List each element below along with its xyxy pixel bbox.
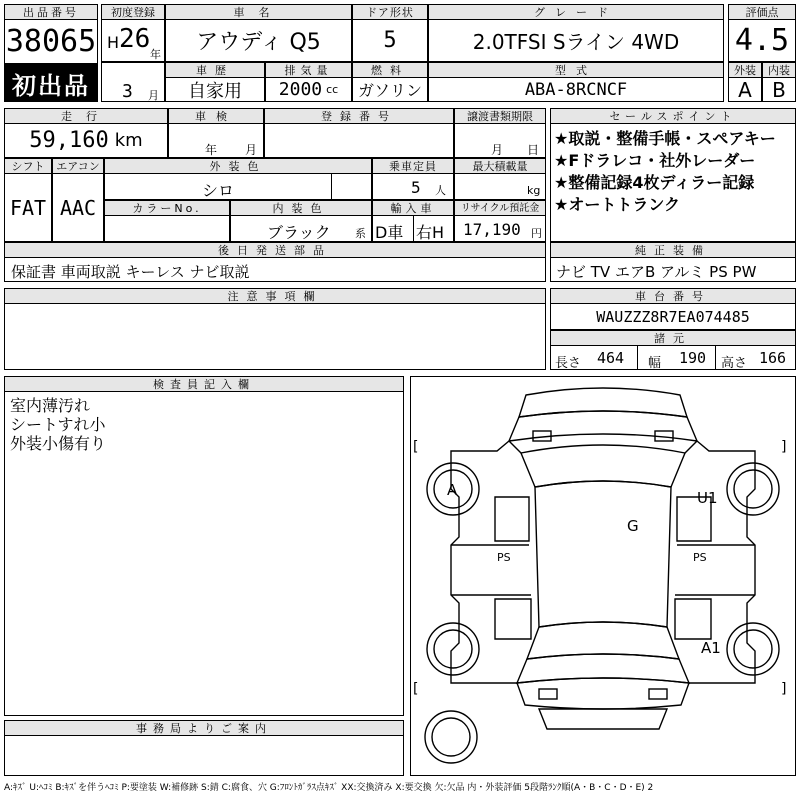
interior-color-label: 内装色 [231,201,371,216]
sales-points-label: セールスポイント [551,109,795,124]
damage-mark-roof: G [627,517,639,535]
fuel: ガソリン [357,81,422,100]
later-items-box [4,242,546,282]
equipment-label: 純正装備 [551,243,795,258]
registration-number-box [264,108,454,158]
office-box [4,720,404,776]
interior-color: ブラック [267,223,331,242]
door-box [352,4,428,62]
legend: A:ｷｽﾞ U:ﾍｺﾐ B:ｷｽﾞを伴うﾍｺﾐ P:要塗装 W:補修跡 S:錆 C:腐食、穴 G:ﾌﾛﾝﾄｶﾞﾗｽ点ｷｽﾞ XX:交換済み X:要交換 欠:欠品 内・外装評価 5段階ﾗﾝｸ順(A・B・C・D・E) 2 [4,783,654,793]
mileage-box [4,108,168,158]
transfer-day-unit: 日 [527,143,540,157]
shift: FAT [9,195,47,220]
displacement-unit: cc [326,83,339,96]
lot-number: 38065 [5,24,97,59]
max-load-label: 最大積載量 [455,159,545,174]
ps-marker: PS [693,551,707,564]
history-label: 車歴 [166,63,264,78]
displacement-box [265,62,352,102]
chassis-number: WAUZZZ8R7EA074485 [596,307,750,326]
specs-label: 諸元 [551,331,795,346]
shift-label: シフト [5,159,51,174]
first-registration-label: 初度登録 [102,5,164,20]
import-type: D車 [375,223,404,242]
interior-color-box [230,200,372,242]
year-unit: 年 [150,48,161,61]
recycle-unit: 円 [531,227,542,240]
later-items: 保証書 車両取説 キーレス ナビ取説 [11,263,250,281]
bracket-marker: ] [781,439,787,455]
recycle-fee: 17,190 [463,220,521,239]
max-load-box [454,158,546,200]
shift-box [4,158,52,242]
displacement-label: 排気量 [266,63,351,78]
interior-grade-label: 内装 [763,63,795,78]
history: 自家用 [188,80,242,102]
aircon: AAC [59,195,97,220]
transfer-month-unit: 月 [491,143,504,157]
grade-label: グレード [429,5,723,20]
history-box [165,62,265,102]
exterior-color-box [104,158,372,200]
era-letter: H [107,33,120,52]
capacity: 5 [411,178,421,197]
import-box [372,200,454,242]
car-name-box [165,4,352,62]
registration-number [265,124,453,157]
height: 166 [759,349,787,367]
equipment: ナビ TV エアB アルミ PS PW [556,263,757,281]
recycle-label: リサイクル預託金 [455,201,545,216]
handle-side: 右H [416,223,445,242]
car-name: アウディ Q5 [196,30,321,55]
exterior-color-label: 外装色 [105,159,371,174]
inspection-month-unit: 月 [245,143,258,157]
fuel-label: 燃料 [353,63,427,78]
month-unit: 月 [148,89,159,102]
color-number-box [104,200,230,242]
model-box [428,62,724,102]
score-box [728,4,796,62]
damage-mark-front-left: A [447,481,458,499]
aircon-label: エアコン [53,159,103,174]
color-number-label: カラーNo. [105,201,229,216]
equipment-box [550,242,796,282]
registration-month: 3 [122,81,133,102]
sales-points-box [550,108,796,242]
model-code: ABA-8RCNCF [524,79,628,100]
car-name-label: 車名 [166,5,351,20]
grade: 2.0TFSI Sライン 4WD [472,30,680,54]
inspector-label: 検査員記入欄 [5,377,403,392]
specs-box [550,330,796,370]
registration-year: 26 [119,24,151,54]
interior-grade-box [762,62,796,102]
spec-divider [715,346,716,369]
interior-grade: B [772,77,786,102]
import-divider [413,216,414,241]
height-label: 高さ [721,356,748,371]
car-diagram [411,377,795,775]
damage-diagram-box [410,376,796,776]
sales-point: ★整備記録4枚ディラー記録 [554,173,755,192]
inspection-year-unit: 年 [205,143,218,157]
office-label: 事務局よりご案内 [5,721,403,736]
bracket-marker: ] [781,681,787,697]
exterior-color: シロ [201,181,234,200]
caution-box [4,288,546,370]
inspector-note: 外装小傷有り [10,434,107,453]
mileage: 59,160 [29,128,109,153]
mileage-label: 走行 [5,109,167,124]
capacity-label: 乗車定員 [373,159,453,174]
exterior-grade: A [738,77,752,102]
first-listing-badge [4,64,98,102]
inspector-box [4,376,404,716]
displacement: 2000 [278,79,323,100]
model-label: 型式 [429,63,723,78]
grade-box [428,4,724,62]
lot-number-label: 出品番号 [5,5,97,20]
chassis-box [550,288,796,330]
inspection-label: 車検 [169,109,263,124]
exterior-grade-label: 外装 [729,63,761,78]
overall-score: 4.5 [734,23,790,58]
sales-point: ★取説・整備手帳・スペアキー [554,129,776,148]
exterior-grade-box [728,62,762,102]
capacity-unit: 人 [435,184,446,197]
fuel-box [352,62,428,102]
first-registration-box [101,4,165,62]
ps-marker: PS [497,551,511,564]
later-items-label: 後日発送部品 [5,243,545,258]
length-label: 長さ [555,356,582,371]
color-divider [331,174,332,199]
door-label: ドア形状 [353,5,427,20]
width-label: 幅 [648,356,662,371]
registration-number-label: 登録番号 [265,109,453,124]
length: 464 [597,349,625,367]
aircon-box [52,158,104,242]
import-label: 輸入車 [373,201,453,216]
score-label: 評価点 [729,5,795,20]
transfer-deadline-box [454,108,546,158]
door-count: 5 [383,28,397,53]
first-listing-text: 初出品 [12,71,90,100]
month-box [101,62,165,102]
damage-mark-rear-right: A1 [701,639,721,657]
spec-divider [637,346,638,369]
lot-number-box [4,4,98,64]
transfer-deadline-label: 譲渡書類期限 [455,109,545,124]
bracket-marker: [ [413,439,419,455]
chassis-label: 車台番号 [551,289,795,304]
bracket-marker: [ [413,681,419,697]
caution-label: 注意事項欄 [5,289,545,304]
inspector-note: 室内薄汚れ [10,396,91,415]
recycle-box [454,200,546,242]
damage-mark-front-right: U1 [697,489,718,507]
inspector-note: シートすれ小 [10,415,106,434]
sales-point: ★Fドラレコ・社外レーダー [554,151,756,170]
interior-color-suffix: 系 [355,227,366,240]
sales-point: ★オートトランク [554,195,681,214]
inspection-box [168,108,264,158]
capacity-box [372,158,454,200]
mileage-unit: km [114,130,143,151]
max-load-unit: kg [527,184,541,197]
width: 190 [679,349,707,367]
